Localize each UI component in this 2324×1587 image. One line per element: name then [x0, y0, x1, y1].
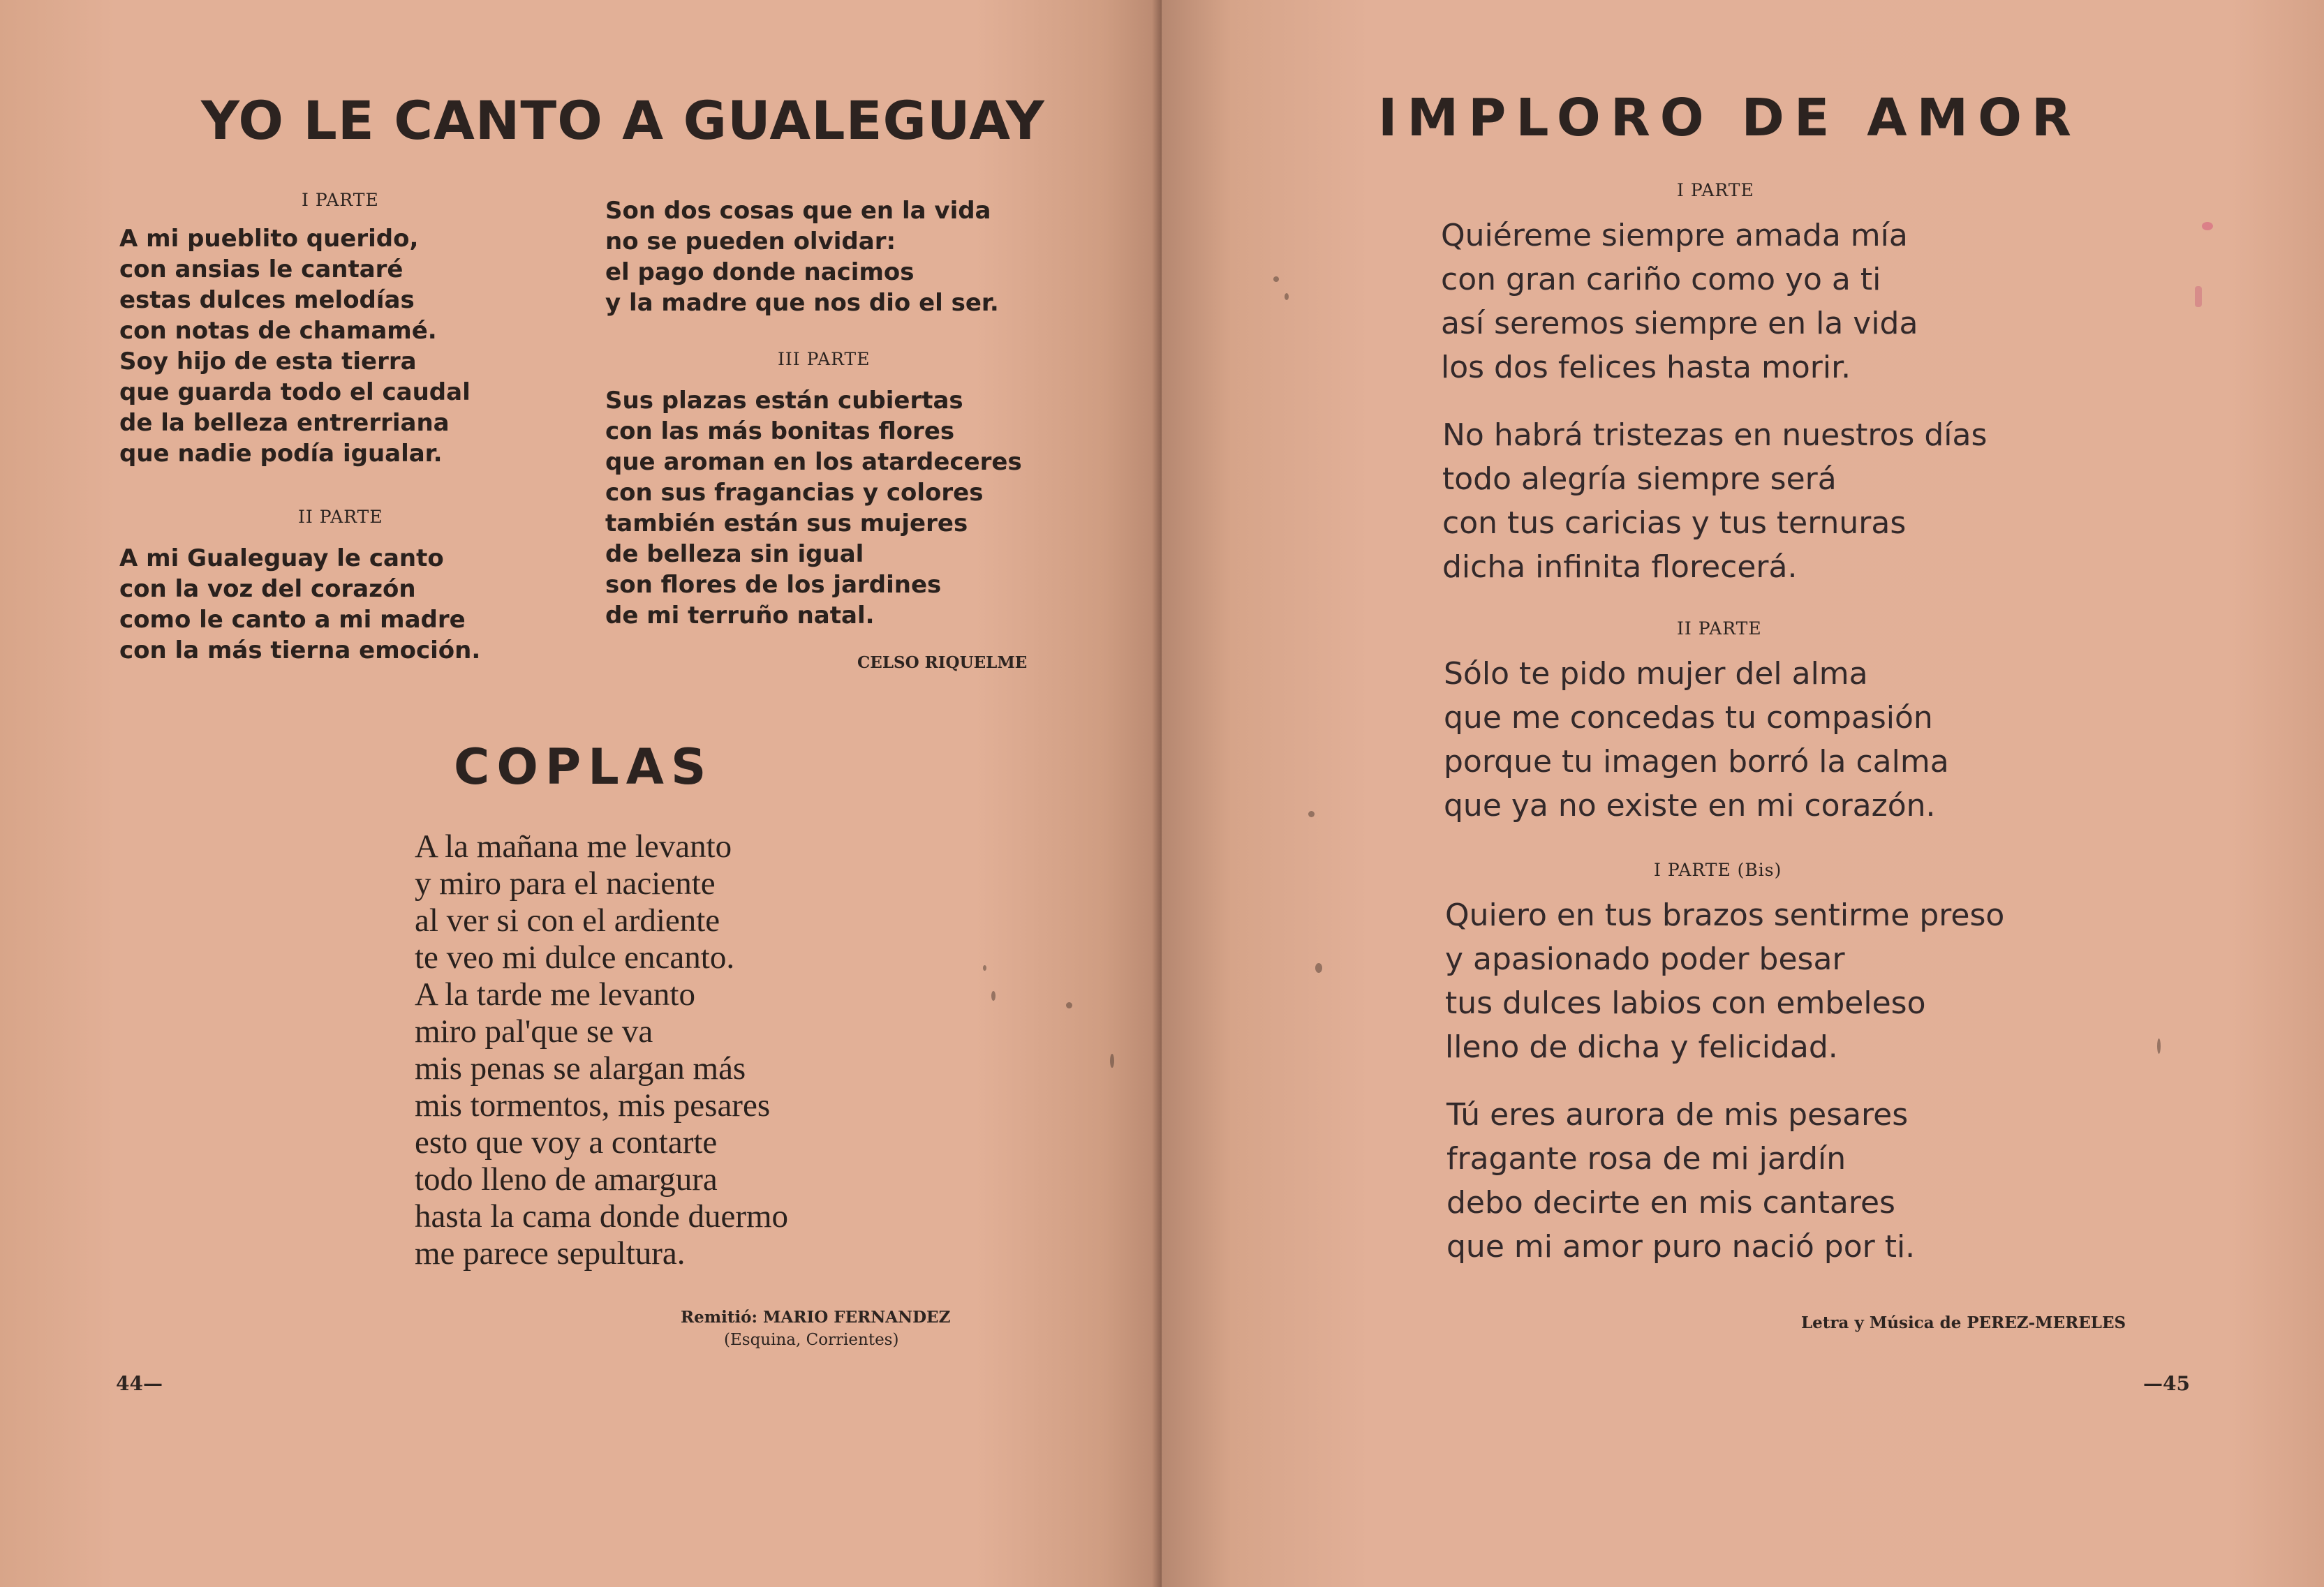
verse-line: que ya no existe en mi corazón.: [1444, 788, 1936, 824]
verse-line: y miro para el naciente: [415, 865, 716, 902]
part-label-1: I PARTE: [1677, 180, 1754, 200]
verse-line: tus dulces labios con embeleso: [1445, 985, 1926, 1021]
ink-mark: [2202, 222, 2213, 230]
stanza-column-2: [605, 195, 999, 318]
stanza-3: [1444, 652, 1949, 828]
part-label-1: I PARTE: [302, 190, 379, 210]
paper-speck: [1110, 1054, 1114, 1068]
verse-line: porque tu imagen borró la calma: [1444, 744, 1949, 780]
page-number-left: 44—: [116, 1372, 163, 1395]
verse-line: y la madre que nos dio el ser.: [605, 289, 999, 317]
verse-line: Quiéreme siempre amada mía: [1441, 218, 1908, 253]
verse-line: fragante rosa de mi jardín: [1446, 1141, 1846, 1177]
verse-line: estas dulces melodías: [119, 286, 415, 314]
verse-line: el pago donde nacimos: [605, 258, 915, 286]
song-title-imploro: IMPLORO DE AMOR: [1378, 88, 2082, 148]
verse-line: también están sus mujeres: [605, 509, 968, 537]
song-title-gualeguay: YO LE CANTO A GUALEGUAY: [201, 89, 1045, 151]
verse-line: A la tarde me levanto: [415, 976, 695, 1013]
verse-line: que me concedas tu compasión: [1444, 700, 1933, 736]
verse-line: A mi Gualeguay le canto: [119, 544, 444, 572]
stanza-1: [1441, 214, 1918, 389]
paper-speck: [1308, 811, 1315, 817]
remitter-location: (Esquina, Corrientes): [724, 1331, 899, 1349]
paper-speck: [1066, 1002, 1072, 1008]
verse-line: con tus caricias y tus ternuras: [1442, 505, 1907, 541]
part-label-2: II PARTE: [298, 507, 383, 527]
author-credit: CELSO RIQUELME: [857, 653, 1028, 672]
verse-line: A mi pueblito querido,: [119, 225, 419, 253]
verse-line: no se pueden olvidar:: [605, 228, 896, 255]
verse-line: con las más bonitas flores: [605, 417, 955, 445]
verse-line: como le canto a mi madre: [119, 606, 466, 634]
verse-line: me parece sepultura.: [415, 1235, 686, 1272]
verse-line: que mi amor puro nació por ti.: [1446, 1229, 1916, 1265]
coplas-verses: [415, 828, 788, 1272]
stanza-part-3: [605, 385, 1022, 631]
stanza-part-2: [119, 543, 480, 666]
verse-line: mis tormentos, mis pesares: [415, 1087, 771, 1124]
paper-speck: [1273, 276, 1279, 282]
paper-speck: [1315, 963, 1322, 973]
verse-line: Soy hijo de esta tierra: [119, 348, 417, 375]
verse-line: que guarda todo el caudal: [119, 378, 471, 406]
verse-line: todo lleno de amargura: [415, 1161, 718, 1198]
verse-line: Tú eres aurora de mis pesares: [1446, 1097, 1909, 1133]
verse-line: con gran cariño como yo a ti: [1441, 262, 1881, 297]
verse-line: No habrá tristezas en nuestros días: [1442, 417, 1988, 453]
part-label-3: III PARTE: [778, 349, 871, 369]
verse-line: los dos felices hasta morir.: [1441, 350, 1851, 385]
verse-line: mis penas se alargan más: [415, 1050, 746, 1087]
verse-line: miro pal'que se va: [415, 1013, 653, 1050]
verse-line: que aroman en los atardeceres: [605, 448, 1022, 476]
stanza-2: [1442, 413, 1987, 589]
verse-line: de mi terruño natal.: [605, 602, 875, 629]
part-label-1-bis: I PARTE (Bis): [1654, 860, 1782, 880]
ink-mark: [2195, 286, 2202, 307]
paper-speck: [1285, 293, 1289, 300]
remitter-credit: Remitió: MARIO FERNANDEZ: [681, 1308, 951, 1327]
verse-line: debo decirte en mis cantares: [1446, 1185, 1895, 1221]
verse-line: dicha infinita florecerá.: [1442, 549, 1798, 585]
verse-line: y apasionado poder besar: [1445, 941, 1845, 977]
verse-line: Quiero en tus brazos sentirme preso: [1445, 897, 2005, 933]
verse-line: con ansias le cantaré: [119, 255, 404, 283]
verse-line: A la mañana me levanto: [415, 828, 732, 865]
verse-line: Son dos cosas que en la vida: [605, 197, 991, 225]
verse-line: con la más tierna emoción.: [119, 636, 481, 664]
verse-line: Sólo te pido mujer del alma: [1444, 656, 1868, 692]
verse-line: lleno de dicha y felicidad.: [1445, 1029, 1838, 1065]
verse-line: que nadie podía igualar.: [119, 440, 443, 468]
stanza-part-1: [119, 223, 471, 469]
page-number-right: —45: [2143, 1372, 2190, 1395]
verse-line: con notas de chamamé.: [119, 317, 437, 345]
song-credit: Letra y Música de PEREZ-MERELES: [1801, 1313, 2126, 1332]
stanza-4: [1445, 893, 2004, 1069]
paper-speck: [983, 965, 986, 971]
paper-speck: [2157, 1038, 2161, 1054]
verse-line: Sus plazas están cubiertas: [605, 387, 963, 415]
right-page: [1162, 0, 2324, 1587]
verse-line: son flores de los jardines: [605, 571, 942, 599]
verse-line: así seremos siempre en la vida: [1441, 306, 1918, 341]
verse-line: hasta la cama donde duermo: [415, 1198, 789, 1235]
verse-line: con sus fragancias y colores: [605, 479, 984, 507]
verse-line: con la voz del corazón: [119, 575, 416, 603]
song-title-coplas: COPLAS: [454, 738, 713, 796]
verse-line: de la belleza entrerriana: [119, 409, 450, 437]
part-label-2: II PARTE: [1677, 618, 1762, 639]
paper-speck: [991, 991, 996, 1001]
stanza-5: [1446, 1093, 1915, 1269]
verse-line: todo alegría siempre será: [1442, 461, 1837, 497]
verse-line: de belleza sin igual: [605, 540, 864, 568]
verse-line: te veo mi dulce encanto.: [415, 939, 735, 976]
verse-line: esto que voy a contarte: [415, 1124, 718, 1161]
verse-line: al ver si con el ardiente: [415, 902, 720, 939]
